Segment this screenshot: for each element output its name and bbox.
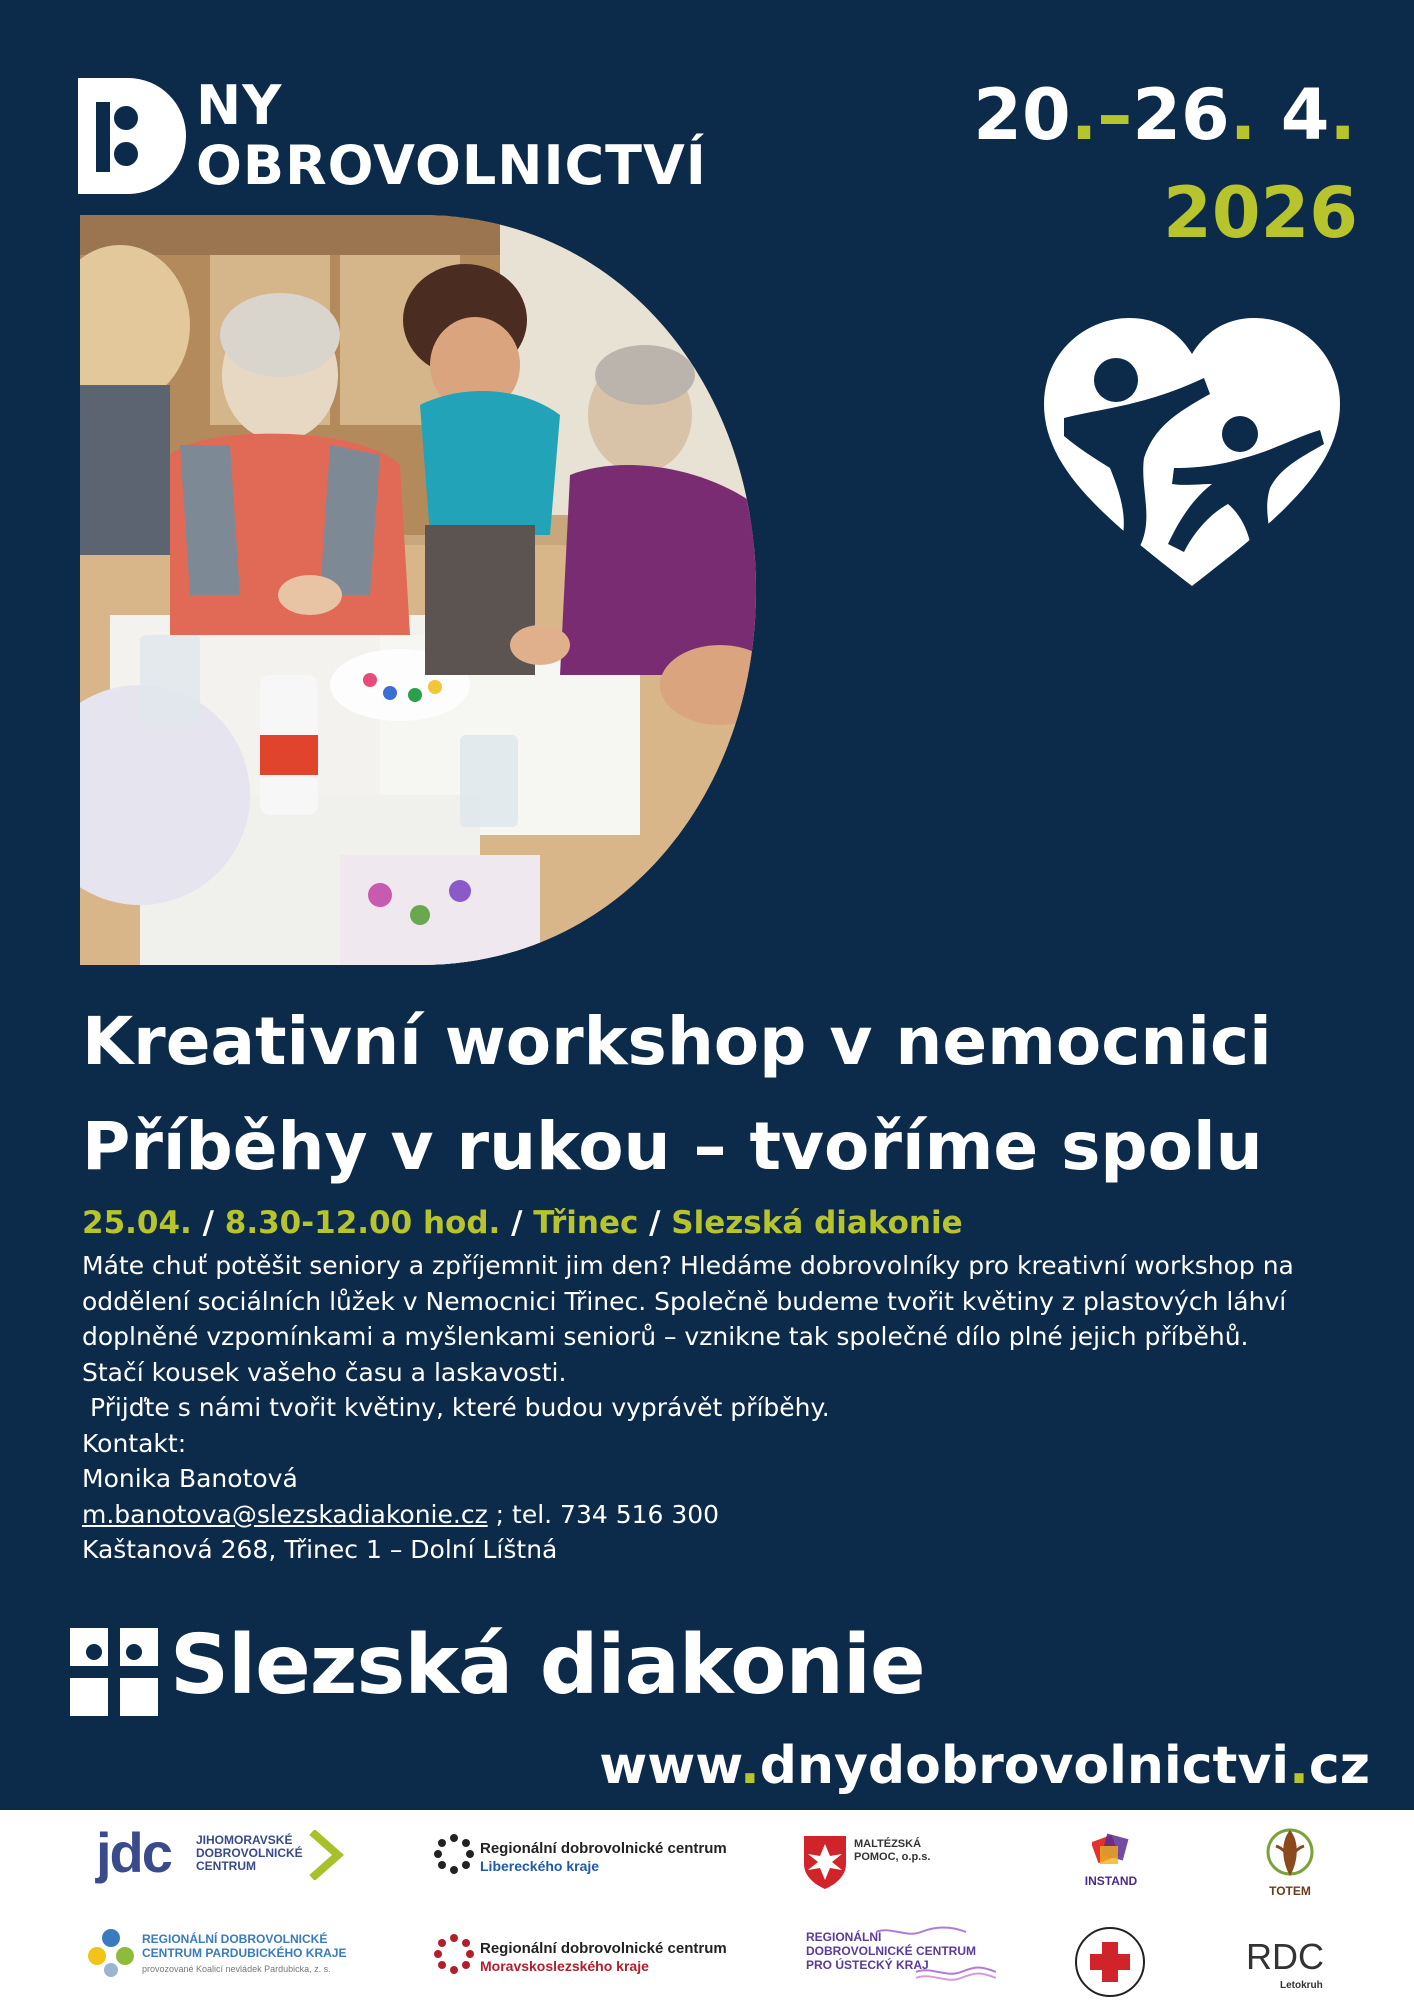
heart-volunteers-icon xyxy=(1044,318,1340,588)
red-cross-icon xyxy=(1072,1924,1148,2000)
logo-text-line2: OBROVOLNICTVÍ xyxy=(196,134,707,197)
partner-pardubice-logo: REGIONÁLNÍ DOBROVOLNICKÉ CENTRUM PARDUBICKÉHO KRAJE provozované Koalicí nevládek Pardubicka, z. s. xyxy=(86,1928,346,1984)
partner-cck-logo xyxy=(1072,1924,1148,2000)
contact-phone: ; tel. 734 516 300 xyxy=(487,1499,720,1529)
ring-dots-icon xyxy=(434,1834,474,1874)
ring-dots-icon xyxy=(434,1934,474,1974)
instand-mark-icon xyxy=(1092,1828,1130,1870)
dots-cluster-icon xyxy=(86,1928,136,1978)
chevron-right-icon xyxy=(308,1830,344,1880)
partner-malta-logo: MALTÉZSKÁ POMOC, o.p.s. xyxy=(802,1834,942,1890)
partner-totem-logo: TOTEM xyxy=(1260,1822,1320,1902)
partner-ustecky-logo: REGIONÁLNÍ DOBROVOLNICKÉ CENTRUM PRO ÚSTECKÝ KRAJ xyxy=(806,1926,996,1986)
description-line: doplněné vzpomínkami a myšlenkami seniorů – vznikne tak společné dílo plné jejich příběhů. xyxy=(82,1322,1249,1351)
event-title-line2: Příběhy v rukou – tvoříme spolu xyxy=(82,1108,1263,1185)
website-url[interactable]: www.dnydobrovolnictvi.cz xyxy=(599,1736,1370,1796)
event-meta: 25.04. / 8.30-12.00 hod. / Třinec / Slezská diakonie xyxy=(82,1205,963,1241)
contact-label: Kontakt: xyxy=(82,1428,187,1458)
contact-address: Kaštanová 268, Třinec 1 – Dolní Líštná xyxy=(82,1535,558,1564)
event-year: 2026 xyxy=(1163,172,1358,254)
dny-dobrovolnictvi-logo-icon xyxy=(78,78,190,194)
description-line: Stačí kousek vašeho času a laskavosti. xyxy=(82,1357,567,1387)
description-line: oddělení sociálních lůžek v Nemocnici Třinec. Společně budeme tvořit květiny z plastových láhví xyxy=(82,1286,1287,1316)
slezska-diakonie-logo-icon xyxy=(70,1628,158,1716)
event-time: 8.30-12.00 hod. xyxy=(224,1205,501,1241)
workshop-photo xyxy=(80,215,756,965)
organizer-logo-name: Slezská diakonie xyxy=(170,1618,925,1713)
tree-icon xyxy=(1266,1822,1314,1882)
event-description xyxy=(82,1248,1382,1568)
maltese-shield-icon xyxy=(802,1834,848,1890)
partner-moravskoslezsky-logo: Regionální dobrovolnické centrum Moravskoslezského kraje xyxy=(434,1934,734,1978)
contact-line xyxy=(82,1497,1382,1533)
description-line: Přijďte s námi tvořit květiny, které budou vyprávět příběhy. xyxy=(82,1393,830,1422)
event-organizer: Slezská diakonie xyxy=(671,1205,963,1241)
wave-lines-icon xyxy=(876,1926,996,1986)
contact-email-link[interactable]: m.banotova@slezskadiakonie.cz xyxy=(82,1499,488,1529)
partner-instand-logo: INSTAND xyxy=(1076,1828,1146,1898)
event-date: 25.04. xyxy=(82,1205,192,1241)
event-title-line1: Kreativní workshop v nemocnici xyxy=(82,1003,1272,1080)
description-line: Máte chuť potěšit seniory a zpříjemnit jim den? Hledáme dobrovolníky pro kreativní workshop na xyxy=(82,1251,1294,1280)
contact-name: Monika Banotová xyxy=(82,1464,298,1493)
event-dates: 20.–26. 4. xyxy=(973,74,1356,156)
partner-logos-strip xyxy=(0,1810,1414,2000)
partner-jdc-logo: jdc JIHOMORAVSKÉ DOBROVOLNICKÉ CENTRUM xyxy=(96,1828,356,1884)
logo-text-line1: NY xyxy=(196,74,283,137)
partner-liberec-logo: Regionální dobrovolnické centrum Libereckého kraje xyxy=(434,1834,734,1878)
event-place: Třinec xyxy=(533,1205,639,1241)
partner-rdc-letokruh-logo: RDC Letokruh xyxy=(1246,1936,1324,1991)
